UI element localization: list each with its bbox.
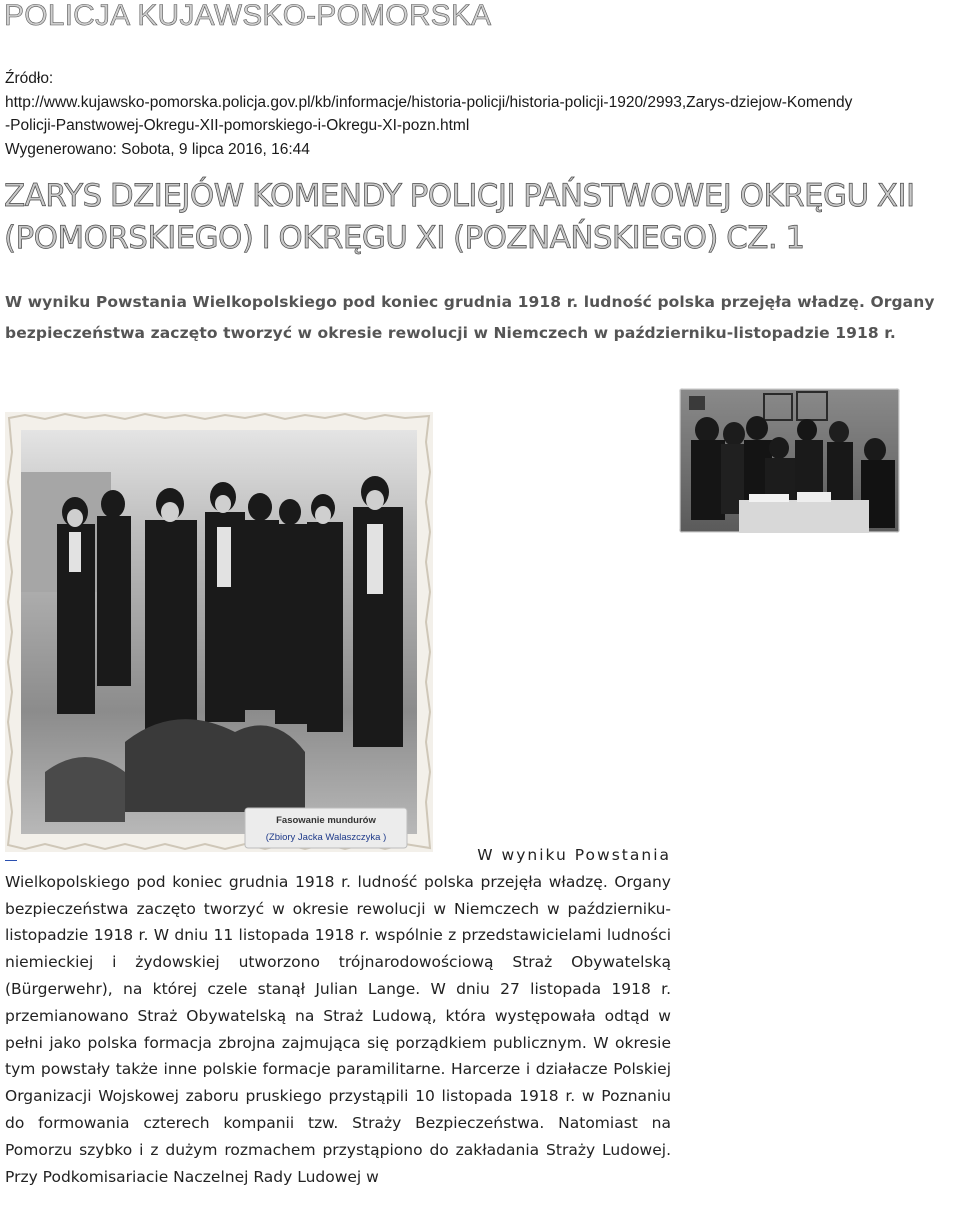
photo-police-office-image [679,388,900,533]
site-title: POLICJA KUJAWSKO-POMORSKA [4,0,492,32]
article-body [5,842,671,1190]
photo-caption-credit: (Zbiory Jacka Walaszczyka ) [265,832,387,843]
article-body-text: Wielkopolskiego pod koniec grudnia 1918 r. ludność polska przejęła władzę. Organy bezpieczeństwa zaczęto tworzyć w okresie rewolucji w Niemczech w październiku-listopadzie 1918 r. W dniu 11 listopada 1918 r. wspólnie z przedstawicielami ludności niemieckiej i żydowskiej utworzono trójnarodowościową Straż Obywatelską (Bürgerwehr), na której czele stanął Julian Lange. W dniu 27 listopada 1918 r. przemianowano Straż Obywatelską na Straż Ludową, która występowała odtąd w pełni jako polska formacja zbrojna zajmująca się porządkiem publicznym. W okresie tym powstały także inne polskie formacje paramilitarne. Harcerze i działacze Polskiej Organizacji Wojskowej zaboru pruskiego przystąpili 10 listopada 1918 r. w Poznaniu do formowania czterech kompanii tzw. Straży Bezpieczeństwa. Natomiast na Pomorzu szybko i z dużym rozmachem przystąpiono do zakładania Straży Ludowej. Przy Podkomisariacie Naczelnej Rady Ludowej w [5,872,671,1186]
article-body-first-line: W wyniku Powstania [477,846,671,864]
source-url-line-2[interactable]: -Policji-Panstwowej-Okregu-XII-pomorskiego-i-Okregu-XI-pozn.html [5,117,470,134]
document-meta [5,67,960,161]
photo-uniform-distribution-image [5,412,433,852]
photo-uniform-distribution [5,412,433,852]
article-lead: W wyniku Powstania Wielkopolskiego pod koniec grudnia 1918 r. ludność polska przejęła władzę. Organy bezpieczeństwa zaczęto tworzyć w okresie rewolucji w Niemczech w październiku-listopadzie 1918 r. [5,293,935,342]
photo-police-office [679,388,900,533]
photo-caption-title: Fasowanie mundurów [276,815,376,826]
article-title: ZARYS DZIEJÓW KOMENDY POLICJI PAŃSTWOWEJ OKRĘGU XII (POMORSKIEGO) I OKRĘGU XI (POZNAŃSKIEGO) CZ. 1 [4,178,915,256]
generated-date: Wygenerowano: Sobota, 9 lipca 2016, 16:44 [5,140,310,158]
source-label: Źródło: [5,70,54,87]
source-url-line-1[interactable]: http://www.kujawsko-pomorska.policja.gov.pl/kb/informacje/historia-policji/historia-policji-1920/2993,Zarys-dziejow-Komendy [5,93,853,111]
